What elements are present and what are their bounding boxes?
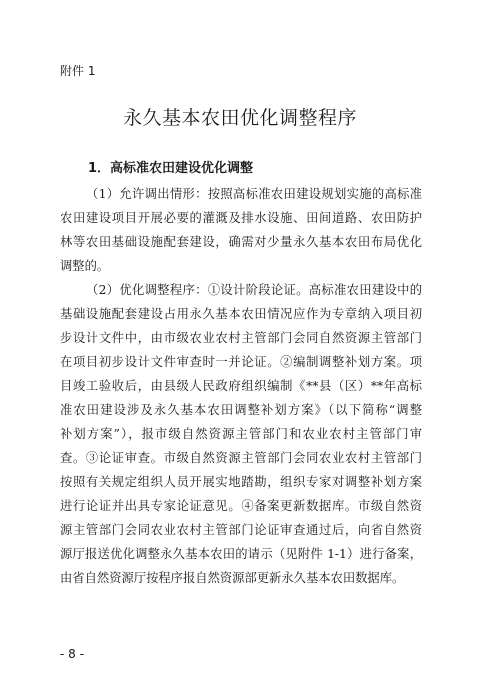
text-line: （1）允许调出情形：按照高标准农田建设规划实施的高标准 bbox=[86, 187, 422, 201]
text-line: 由省自然资源厅按程序报自然资源部更新永久基本农田数据库。 bbox=[60, 571, 405, 585]
text-line: 补划方案”），报市级自然资源主管部门和农业农村主管部门审 bbox=[60, 427, 422, 441]
text-line: 按照有关规定组织人员开展实地踏勘，组织专家对调整补划方案 bbox=[60, 475, 422, 489]
text-line: 进行论证并出具专家论证意见。④备案更新数据库。市级自然资 bbox=[60, 499, 422, 513]
text-line: 在项目初步设计文件审查时一并论证。②编制调整补划方案。项 bbox=[60, 355, 422, 369]
text-line: 目竣工验收后，由县级人民政府组织编制《**县（区）**年高标 bbox=[60, 379, 422, 393]
text-line: 步设计文件中，由市级农业农村主管部门会同自然资源主管部门 bbox=[60, 331, 422, 345]
text-line: 林等农田基础设施配套建设，确需对少量永久基本农田布局优化 bbox=[60, 235, 422, 249]
section-heading: 1．高标准农田建设优化调整 bbox=[88, 161, 254, 176]
text-line: 调整的。 bbox=[60, 259, 110, 273]
text-line: 查。③论证审查。市级自然资源主管部门会同农业农村主管部门 bbox=[60, 451, 422, 465]
paragraph-adjustment-procedure bbox=[60, 278, 422, 590]
text-line: 准农田建设涉及永久基本农田调整补划方案》（以下简称“调整 bbox=[60, 403, 422, 417]
text-line: （2）优化调整程序：①设计阶段论证。高标准农田建设中的 bbox=[86, 283, 422, 297]
text-line: 农田建设项目开展必要的灌溉及排水设施、田间道路、农田防护 bbox=[60, 211, 422, 225]
text-line: 源主管部门会同农业农村主管部门论证审查通过后，向省自然资 bbox=[60, 523, 422, 537]
document-title: 永久基本农田优化调整程序 bbox=[122, 107, 357, 129]
attachment-label: 附件 1 bbox=[60, 64, 96, 78]
text-line: 源厅报送优化调整永久基本农田的请示（见附件 1-1）进行备案， bbox=[60, 547, 422, 561]
page-number: - 8 - bbox=[60, 647, 84, 661]
paragraph-allowed-cases bbox=[60, 182, 422, 278]
text-line: 基础设施配套建设占用永久基本农田情况应作为专章纳入项目初 bbox=[60, 307, 422, 321]
document-body bbox=[60, 182, 422, 590]
